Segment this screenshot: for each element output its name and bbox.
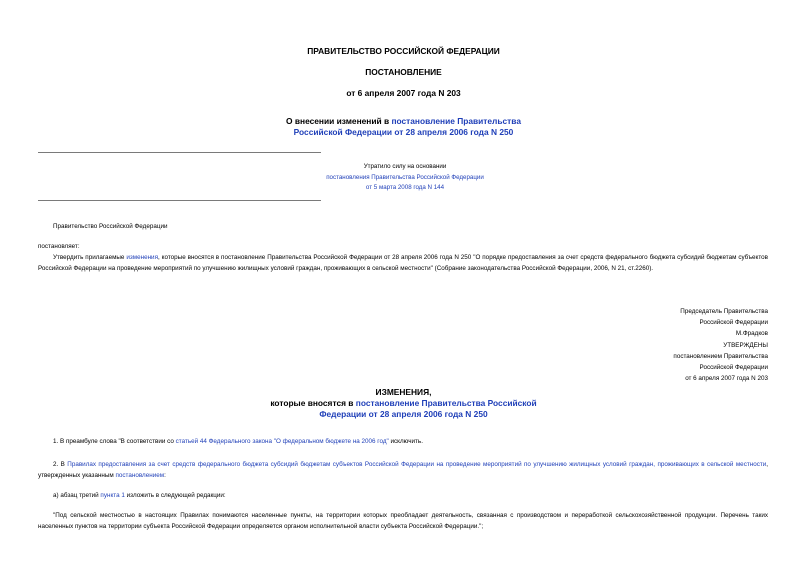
resolution-paragraph: [38, 252, 768, 275]
article-44-link[interactable]: статьей 44 Федерального закона "О федеральном бюджете на 2006 год": [175, 438, 389, 445]
divider-bottom: [38, 200, 321, 201]
item1-text-start: 1. В преамбуле слова "В соответствии со: [53, 438, 176, 445]
government-heading: ПРАВИТЕЛЬСТВО РОССИЙСКОЙ ФЕДЕРАЦИИ: [307, 46, 500, 56]
change-item-1: [53, 436, 423, 447]
rules-link[interactable]: Правилах предоставления за счет средств федерального бюджета субсидий бюджетам субъектов Российской Федерации на проведение мероприятий по улучшению жилищных условий граждан, проживающих в сельской местности: [67, 461, 767, 468]
approved-line-2: Российской Федерации: [699, 364, 768, 372]
changes-sub-prefix: которые вносятся в: [270, 398, 356, 408]
changes-decree-link[interactable]: постановление Правительства Российской Федерации от 28 апреля 2006 года N 250: [319, 398, 537, 419]
p1-text-start: Утвердить прилагаемые: [53, 254, 127, 261]
p1-text-middle: , которые вносятся в постановление Правительства Российской Федерации от 28 апреля 2006 года N 250 "О порядке предоставления за счет средств федерального бюджета субсидий бюджетам субъектов Российской Федерации на проведение мероприятий по улучшению жилищных условий граждан, проживающих в сельской местности": [38, 254, 769, 273]
repeal-decree-link[interactable]: постановления Правительства Российской Федерации: [326, 173, 484, 181]
rural-definition-quote: "Под сельской местностью в настоящих Правилах понимаются населенные пункты, на территории которых преобладает деятельность, связанная с производством и переработкой сельскохозяйственной продукции. Перечень таких населенных пунктов на территории субъекта Российской Федерации определяется органом исполнительной власти субъекта Российской Федерации.";: [38, 512, 768, 531]
p1-text-end: (Собрание законодательства Российской Федерации, 2006, N 21, ст.2260).: [432, 265, 654, 273]
status-note: [300, 162, 510, 194]
document-title: [275, 116, 532, 138]
changes-subheading: [252, 398, 555, 420]
changes-link[interactable]: изменения: [126, 254, 158, 261]
divider-top: [38, 152, 321, 153]
change-item-2: [38, 459, 768, 482]
title-prefix: О внесении изменений в: [286, 116, 392, 126]
issuer-text: Правительство Российской Федерации: [53, 223, 168, 230]
signature-block: [508, 306, 768, 384]
signature-line-1: Председатель Правительства: [680, 308, 768, 315]
decree-link[interactable]: постановлением: [115, 472, 165, 480]
signature-line-2: Российской Федерации: [699, 319, 768, 327]
item-a-text-end: изложить в следующей редакции:: [124, 492, 226, 499]
item-a-text-start: а) абзац третий: [53, 492, 101, 499]
change-item-a: [53, 490, 226, 501]
point-1-link[interactable]: пункта 1: [100, 492, 125, 499]
repeal-decree-date-link[interactable]: от 5 марта 2008 года N 144: [365, 184, 445, 191]
item2-text-start: 2. В: [53, 461, 68, 468]
approved-label: УТВЕРЖДЕНЫ: [723, 341, 768, 349]
document-type: ПОСТАНОВЛЕНИЕ: [365, 67, 442, 77]
approved-date: от 6 апреля 2007 года N 203: [685, 375, 768, 383]
item2-text-end: :: [164, 472, 166, 480]
title-decree-link[interactable]: постановление Правительства Российской Федерации от 28 апреля 2006 года N 250: [293, 116, 521, 137]
changes-heading: ИЗМЕНЕНИЯ,: [375, 387, 432, 397]
item1-text-end: исключить.: [388, 438, 423, 445]
approved-line-1: постановлением Правительства: [673, 352, 768, 360]
decrees-text: постановляет:: [38, 243, 80, 250]
item2-text-middle: , утвержденных указанным: [38, 461, 769, 480]
signature-name: М.Фрадков: [735, 330, 768, 338]
status-note-text: Утратило силу на основании: [363, 163, 447, 170]
document-date-number: от 6 апреля 2007 года N 203: [346, 88, 461, 98]
